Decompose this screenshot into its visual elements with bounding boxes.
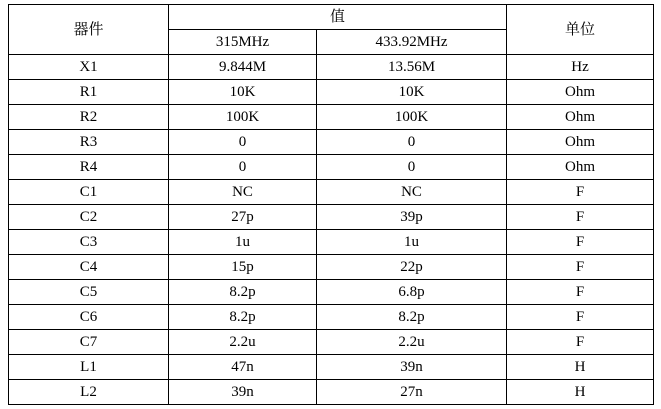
cell-unit: F [507, 180, 654, 205]
cell-value-433: 13.56M [317, 55, 507, 80]
cell-part: R2 [9, 105, 169, 130]
component-value-table-container [8, 4, 653, 405]
table-row [9, 230, 654, 255]
cell-part: L2 [9, 380, 169, 405]
cell-unit: H [507, 380, 654, 405]
cell-unit: H [507, 355, 654, 380]
cell-value-315: 2.2u [169, 330, 317, 355]
cell-value-315: 8.2p [169, 305, 317, 330]
table-header [9, 5, 654, 55]
table-row [9, 55, 654, 80]
cell-value-433: 8.2p [317, 305, 507, 330]
table-row [9, 305, 654, 330]
cell-value-433: 6.8p [317, 280, 507, 305]
cell-unit: F [507, 255, 654, 280]
cell-value-315: 27p [169, 205, 317, 230]
cell-unit: Ohm [507, 105, 654, 130]
cell-unit: Ohm [507, 155, 654, 180]
table-row [9, 280, 654, 305]
cell-part: X1 [9, 55, 169, 80]
cell-unit: F [507, 205, 654, 230]
cell-part: R1 [9, 80, 169, 105]
cell-part: L1 [9, 355, 169, 380]
cell-value-315: 47n [169, 355, 317, 380]
cell-value-315: NC [169, 180, 317, 205]
table-body [9, 55, 654, 405]
cell-part: C3 [9, 230, 169, 255]
table-row [9, 380, 654, 405]
cell-part: C6 [9, 305, 169, 330]
cell-value-433: 0 [317, 155, 507, 180]
table-header-row-main [9, 5, 654, 30]
cell-value-315: 0 [169, 155, 317, 180]
table-row [9, 180, 654, 205]
cell-value-433: 100K [317, 105, 507, 130]
table-row [9, 255, 654, 280]
cell-value-315: 100K [169, 105, 317, 130]
cell-value-315: 0 [169, 130, 317, 155]
cell-value-433: 22p [317, 255, 507, 280]
cell-part: C4 [9, 255, 169, 280]
table-row [9, 330, 654, 355]
cell-value-315: 39n [169, 380, 317, 405]
cell-value-433: 1u [317, 230, 507, 255]
table-row [9, 355, 654, 380]
cell-value-433: NC [317, 180, 507, 205]
table-row [9, 130, 654, 155]
cell-unit: F [507, 230, 654, 255]
header-value-433mhz: 433.92MHz [317, 30, 507, 55]
header-value-315mhz: 315MHz [169, 30, 317, 55]
component-value-table [8, 4, 654, 405]
table-row [9, 80, 654, 105]
cell-value-315: 8.2p [169, 280, 317, 305]
cell-value-315: 9.844M [169, 55, 317, 80]
cell-value-433: 0 [317, 130, 507, 155]
cell-value-315: 15p [169, 255, 317, 280]
cell-value-315: 10K [169, 80, 317, 105]
cell-part: C2 [9, 205, 169, 230]
cell-unit: Hz [507, 55, 654, 80]
cell-unit: Ohm [507, 80, 654, 105]
cell-part: R4 [9, 155, 169, 180]
table-row [9, 205, 654, 230]
cell-part: C5 [9, 280, 169, 305]
cell-part: R3 [9, 130, 169, 155]
cell-value-315: 1u [169, 230, 317, 255]
cell-part: C1 [9, 180, 169, 205]
cell-unit: Ohm [507, 130, 654, 155]
cell-unit: F [507, 280, 654, 305]
cell-value-433: 39n [317, 355, 507, 380]
header-unit: 单位 [507, 5, 654, 55]
cell-unit: F [507, 305, 654, 330]
cell-value-433: 2.2u [317, 330, 507, 355]
cell-part: C7 [9, 330, 169, 355]
table-row [9, 155, 654, 180]
table-row [9, 105, 654, 130]
cell-value-433: 39p [317, 205, 507, 230]
header-part: 器件 [9, 5, 169, 55]
cell-value-433: 10K [317, 80, 507, 105]
cell-value-433: 27n [317, 380, 507, 405]
header-value-group: 值 [169, 5, 507, 30]
cell-unit: F [507, 330, 654, 355]
